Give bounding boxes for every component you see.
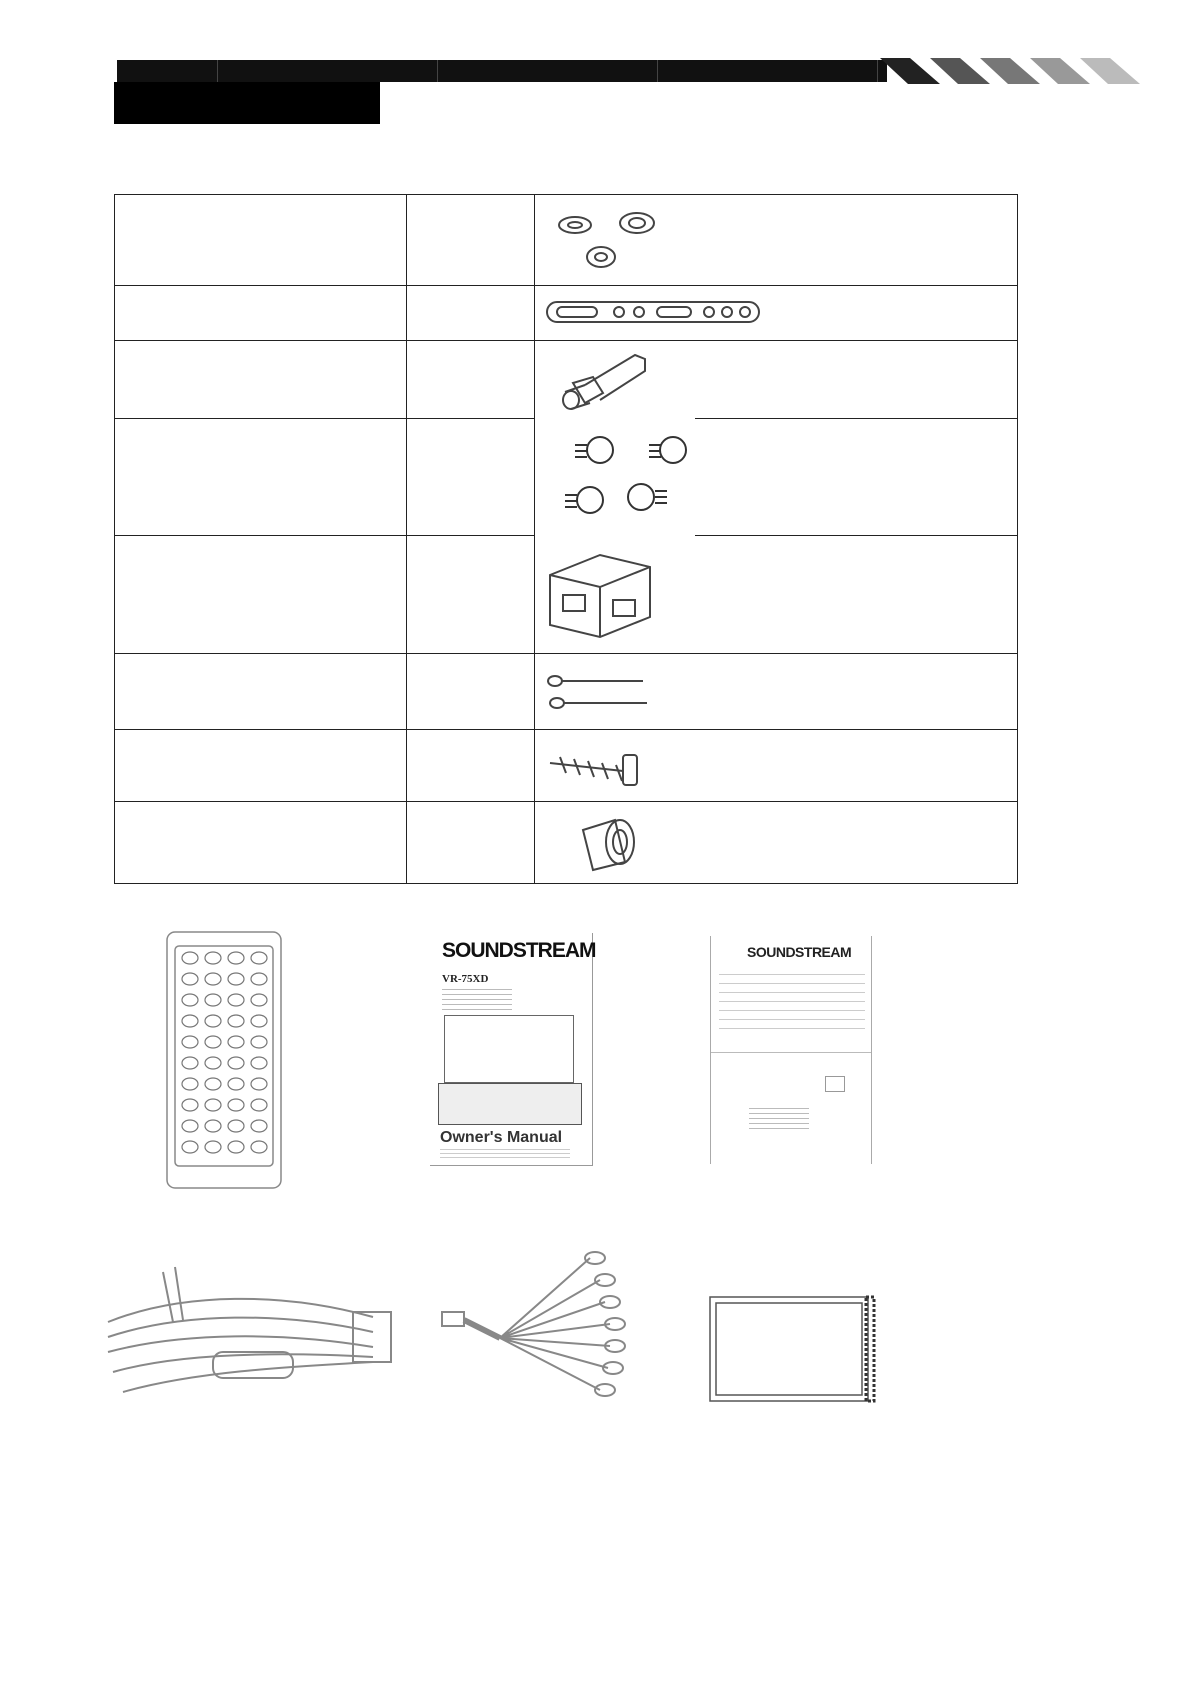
item-qty: [407, 419, 535, 536]
table-row: [115, 341, 1018, 419]
remote-control-icon: [165, 930, 285, 1192]
owners-manual: [430, 933, 596, 1166]
table-row: [115, 654, 1018, 730]
remote-button: [228, 1120, 244, 1132]
remote-button: [182, 1120, 198, 1132]
remote-button: [182, 1015, 198, 1027]
item-qty: [407, 286, 535, 341]
remote-button: [251, 952, 267, 964]
remote-button: [251, 1015, 267, 1027]
remote-button: [251, 1078, 267, 1090]
rubber-washer-icon: [545, 205, 675, 275]
table-row: [115, 730, 1018, 802]
remote-button: [182, 994, 198, 1006]
remote-button: [251, 1099, 267, 1111]
table-row: [115, 802, 1018, 884]
table-row: [115, 286, 1018, 341]
remote-button: [205, 994, 221, 1006]
remote-button: [228, 994, 244, 1006]
remote-button: [182, 973, 198, 985]
item-name: [115, 341, 407, 419]
warranty-brand: SOUNDSTREAM: [747, 944, 852, 960]
manual-title: Owner's Manual: [440, 1129, 563, 1146]
remote-button: [251, 1036, 267, 1048]
bolt-icon: [545, 345, 675, 415]
remote-button: [182, 1057, 198, 1069]
manual-footer-lines: [440, 1149, 570, 1159]
item-qty: [407, 341, 535, 419]
remote-button: [228, 952, 244, 964]
header-bar: [117, 60, 887, 82]
remote-button: [251, 1057, 267, 1069]
screw-icon: [545, 425, 705, 530]
remote-button: [182, 1141, 198, 1153]
remote-button: [228, 1015, 244, 1027]
rubber-bushing-icon: [545, 810, 655, 875]
manual-product-image: [444, 1015, 574, 1083]
tapping-screw-icon: [545, 741, 655, 791]
rca-harness-icon: [440, 1250, 650, 1408]
table-row: [115, 536, 1018, 654]
remote-button: [251, 1141, 267, 1153]
remote-button: [205, 1099, 221, 1111]
front-panel-case-icon: [708, 1295, 878, 1405]
item-qty: [407, 536, 535, 654]
remote-button: [228, 973, 244, 985]
item-name: [115, 195, 407, 286]
remote-button: [182, 1099, 198, 1111]
remote-button: [251, 994, 267, 1006]
item-qty: [407, 802, 535, 884]
table-row: [115, 195, 1018, 286]
accessories-table: [114, 194, 1018, 884]
remote-button: [228, 1099, 244, 1111]
item-qty: [407, 730, 535, 802]
section-title-tab: [114, 82, 380, 124]
mounting-strap-icon: [545, 298, 765, 328]
warranty-divider: [711, 1052, 871, 1053]
remote-button: [182, 1078, 198, 1090]
power-harness-icon: [103, 1252, 403, 1407]
item-qty: [407, 654, 535, 730]
remote-button: [228, 1141, 244, 1153]
manual-model: VR-75XD: [442, 973, 489, 985]
remote-button: [228, 1078, 244, 1090]
item-qty: [407, 195, 535, 286]
warranty-address-lines: [749, 1108, 809, 1130]
remote-button: [205, 1141, 221, 1153]
mounting-sleeve-icon: [545, 545, 665, 645]
remote-button: [182, 1036, 198, 1048]
remote-button: [228, 1057, 244, 1069]
manual-product-base: [438, 1083, 582, 1125]
item-name: [115, 802, 407, 884]
warranty-form-lines: [719, 974, 865, 1034]
removal-key-icon: [545, 667, 655, 717]
item-name: [115, 536, 407, 654]
warranty-card: [710, 936, 872, 1164]
manual-brand: SOUNDSTREAM: [442, 939, 596, 962]
item-name: [115, 730, 407, 802]
remote-button: [205, 952, 221, 964]
remote-button: [205, 1057, 221, 1069]
remote-button: [251, 973, 267, 985]
remote-button: [205, 1036, 221, 1048]
remote-button: [228, 1036, 244, 1048]
item-name: [115, 654, 407, 730]
remote-button: [205, 1015, 221, 1027]
item-name: [115, 286, 407, 341]
item-name: [115, 419, 407, 536]
remote-button: [205, 1078, 221, 1090]
manual-spec-lines: [442, 989, 512, 1011]
warranty-stamp-box: [825, 1076, 845, 1092]
header-stripes: [880, 58, 1140, 84]
remote-button: [251, 1120, 267, 1132]
remote-button: [182, 952, 198, 964]
remote-button: [205, 973, 221, 985]
table-row: [115, 419, 1018, 536]
remote-button: [205, 1120, 221, 1132]
